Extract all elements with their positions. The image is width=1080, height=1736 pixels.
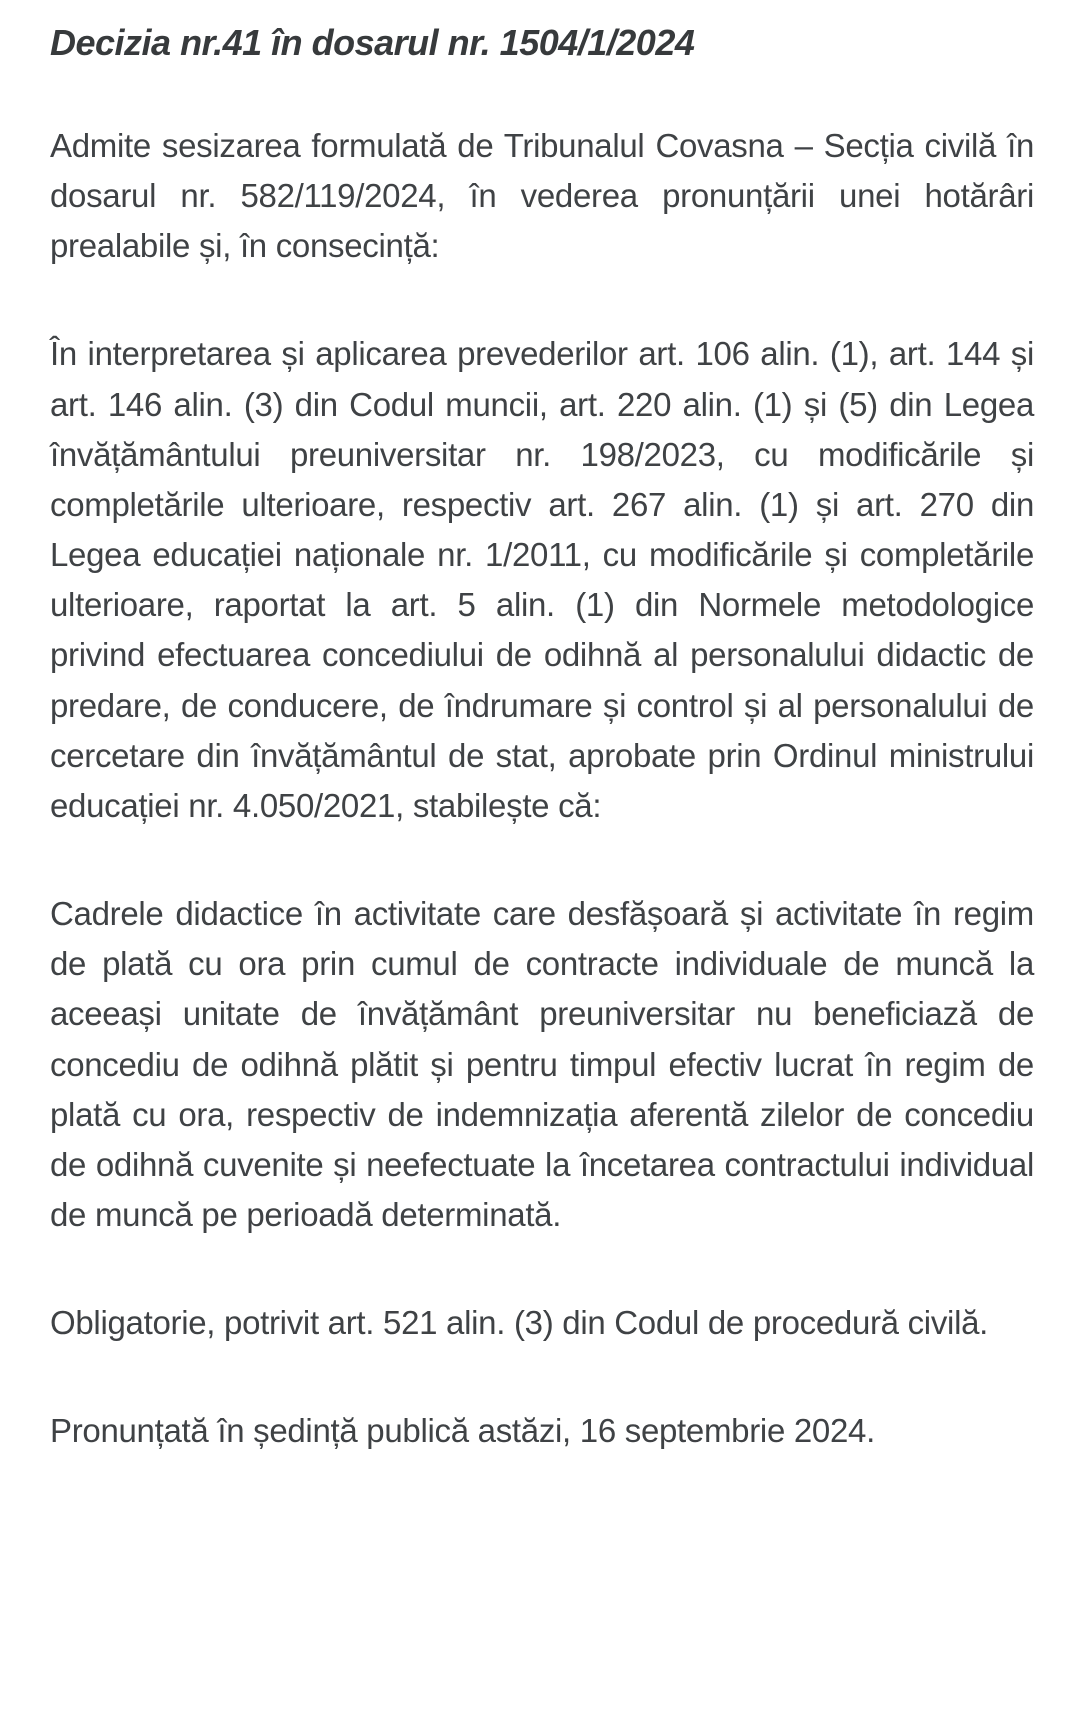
decision-paragraph-interpretare: În interpretarea și aplicarea prevederilor art. 106 alin. (1), art. 144 și art. 146 alin. (3) din Codul muncii, art. 220 alin. (1) și (5) din Legea învățământului preuniversitar nr. 198/2023, cu modificările și completările ulterioare, respectiv art. 267 alin. (1) și art. 270 din Legea educației naționale nr. 1/2011, cu modificările și completările ulterioare, raportat la art. 5 alin. (1) din Normele metodologice privind efectuarea concediului de odihnă al personalului didactic de predare, de conducere, de îndrumare și control și al personalului de cercetare din învățământul de stat, aprobate prin Ordinul ministrului educației nr. 4.050/2021, stabilește că: — [50, 335, 1034, 824]
decision-title: Decizia nr.41 în dosarul nr. 1504/1/2024 — [50, 22, 695, 63]
decision-paragraph-obligatorie: Obligatorie, potrivit art. 521 alin. (3) din Codul de procedură civilă. — [50, 1304, 989, 1342]
decision-paragraph-admite: Admite sesizarea formulată de Tribunalul Covasna – Secția civilă în dosarul nr. 582/119/2024, în vederea pronunțării unei hotărâri prealabile și, în consecință: — [50, 127, 1034, 265]
decision-paragraph-cadrele-didactice: Cadrele didactice în activitate care desfășoară și activitate în regim de plată cu ora prin cumul de contracte individuale de muncă la aceeași unitate de învățământ preuniversitar nu beneficiază de concediu de odihnă plătit și pentru timpul efectiv lucrat în regim de plată cu ora, respectiv de indemnizația aferentă zilelor de concediu de odihnă cuvenite și neefectuate la încetarea contractului individual de muncă pe perioadă determinată. — [50, 895, 1034, 1233]
decision-paragraph-pronuntata: Pronunțată în ședință publică astăzi, 16 septembrie 2024. — [50, 1412, 875, 1450]
